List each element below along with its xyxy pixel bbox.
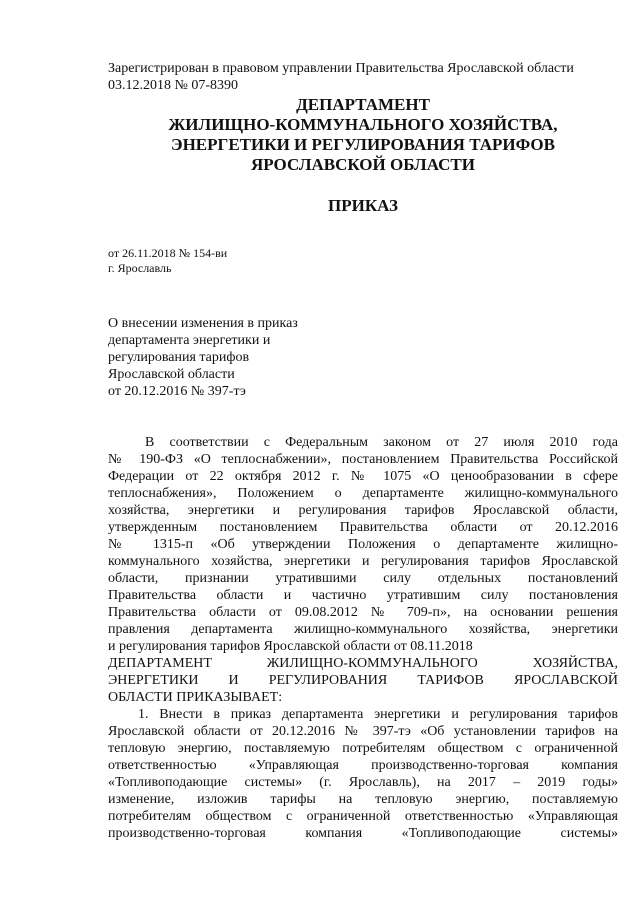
item-line: изменение, изложив тарифы на тепловую энергию, поставляемую <box>108 792 618 807</box>
title-line: ЯРОСЛАВСКОЙ ОБЛАСТИ <box>251 155 475 174</box>
title-line: ДЕПАРТАМЕНТ <box>296 95 430 114</box>
preamble-line: Правительства области и частично утратившим силу постановления <box>108 588 618 603</box>
city: г. Ярославль <box>108 261 172 275</box>
subject-line: регулирования тарифов <box>108 350 250 365</box>
date-number: от 26.11.2018 № 154-ви <box>108 246 228 260</box>
item-line: 1. Внести в приказ департамента энергетики и регулирования тарифов <box>138 707 618 722</box>
document-subject <box>108 315 298 400</box>
registration-date-number: 03.12.2018 № 07-8390 <box>108 78 239 93</box>
item-line: производственно-торговая компания «Топливоподающие системы» <box>108 826 618 841</box>
preamble-line: Федерации от 22 октября 2012 г. № 1075 «О ценообразовании в сфере <box>108 469 618 484</box>
preamble-line: № 1315-п «Об утверждении Положения о департаменте жилищно- <box>108 537 618 552</box>
preamble-line: области, признании утратившими силу отдельных постановлений <box>108 571 618 586</box>
preamble-line: правления департамента жилищно-коммунального хозяйства, энергетики <box>108 622 618 637</box>
document-type-heading: ПРИКАЗ <box>328 196 398 215</box>
orders-line: ОБЛАСТИ ПРИКАЗЫВАЕТ: <box>108 690 283 705</box>
item-line: ответственностью «Управляющая производственно-торговая компания <box>108 758 618 773</box>
item-1-paragraph <box>108 706 618 842</box>
preamble-line: утвержденным постановлением Правительства области от 20.12.2016 <box>108 520 618 535</box>
preamble-paragraph <box>108 434 618 655</box>
preamble-line: В соответствии с Федеральным законом от 27 июля 2010 года <box>145 435 618 450</box>
title-line: ЭНЕРГЕТИКИ И РЕГУЛИРОВАНИЯ ТАРИФОВ <box>171 135 555 154</box>
preamble-line: теплоснабжения», Положением о департаменте жилищно-коммунального <box>108 486 618 501</box>
orders-line: ЭНЕРГЕТИКИ И РЕГУЛИРОВАНИЯ ТАРИФОВ ЯРОСЛАВСКОЙ <box>108 673 618 688</box>
subject-line: департамента энергетики и <box>108 333 271 348</box>
preamble-line: и регулирования тарифов Ярославской области от 08.11.2018 <box>108 639 473 654</box>
preamble-line: коммунального хозяйства, энергетики и регулирования тарифов Ярославской <box>108 554 618 569</box>
document-body <box>108 434 618 842</box>
registration-line: Зарегистрирован в правовом управлении Правительства Ярославской области <box>108 61 574 76</box>
registration-note <box>108 60 618 94</box>
item-line: «Топливоподающие системы» (г. Ярославль), на 2017 – 2019 годы» <box>108 775 618 790</box>
item-line: Ярославской области от 20.12.2016 № 397-тэ «Об установлении тарифов на <box>108 724 618 739</box>
orders-statement <box>108 655 618 706</box>
subject-line: от 20.12.2016 № 397-тэ <box>108 384 246 399</box>
item-line: тепловую энергию, поставляемую потребителям обществом с ограниченной <box>108 741 618 756</box>
preamble-line: хозяйства, энергетики и регулирования тарифов Ярославской области, <box>108 503 618 518</box>
orders-line: ДЕПАРТАМЕНТ ЖИЛИЩНО-КОММУНАЛЬНОГО ХОЗЯЙСТВА, <box>108 656 618 671</box>
title-line: ЖИЛИЩНО-КОММУНАЛЬНОГО ХОЗЯЙСТВА, <box>168 115 558 134</box>
department-title <box>108 95 618 175</box>
preamble-line: Правительства области от 09.08.2012 № 709-п», на основании решения <box>108 605 618 620</box>
subject-line: О внесении изменения в приказ <box>108 316 298 331</box>
subject-line: Ярославской области <box>108 367 235 382</box>
document-meta <box>108 246 227 276</box>
item-line: потребителям обществом с ограниченной ответственностью «Управляющая <box>108 809 618 824</box>
preamble-line: № 190-ФЗ «О теплоснабжении», постановлением Правительства Российской <box>108 452 618 467</box>
